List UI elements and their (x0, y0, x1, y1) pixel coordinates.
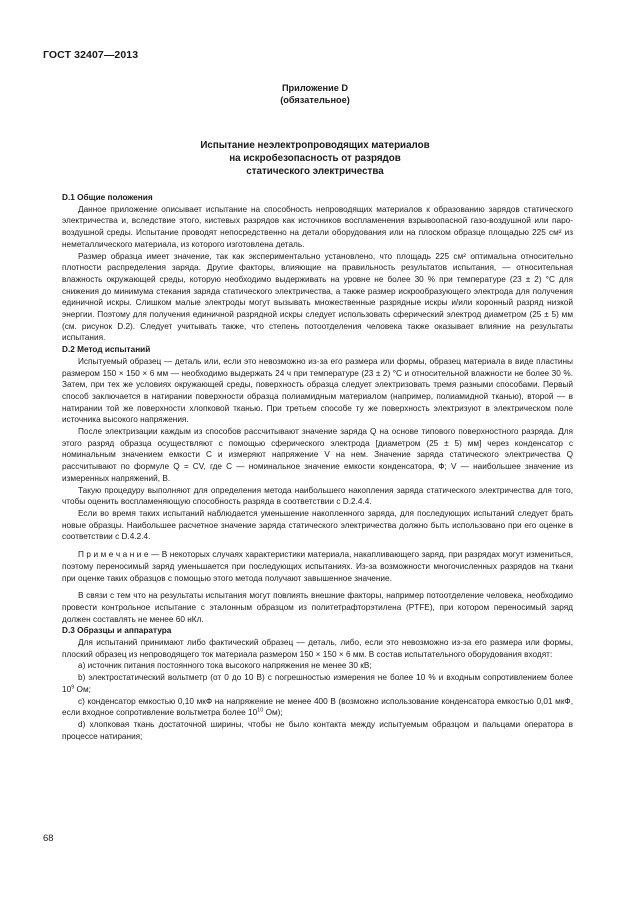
document-body (62, 192, 573, 742)
paragraph: Если во время таких испытаний наблюдается уменьшение накопленного заряда, для последующих испытаний следует брать новые образцы. Наибольшее расчетное значение заряда статического электричества должно быть использовано при его оценке в соответствии с D.4.2.4. (62, 508, 573, 542)
paragraph: После электризации каждым из способов рассчитывают значение заряда Q на основе типового поверхностного разряда. Для этого разряд образца осуществляют с помощью сферического электрода [диаметром (25 ± 5) мм] через конденсатор с номинальным значением емкости С и измеряют напряжение V на нем. Значение заряда статического электричества Q рассчитывают по формуле Q = CV, где С — номинальное значение емкости конденсатора, Ф; V — наибольшее значение из измеренных напряжений, В. (62, 427, 573, 483)
list-item-text: b) электростатический вольтметр (от 0 до 10 В) с погрешностью измерения не более 10 % и входным сопротивлением более 10 (62, 673, 573, 694)
exponent: 9 (71, 684, 75, 691)
exponent: 10 (257, 707, 264, 714)
list-item: d) хлопковая ткань достаточной ширины, чтобы не было контакта между испытуемым образцом и пальцами оператора в процессе натирания; (62, 719, 573, 741)
list-item (62, 696, 573, 719)
section-heading-d2: D.2 Метод испытаний (62, 345, 151, 355)
document-code-header: ГОСТ 32407—2013 (43, 49, 139, 61)
list-item (62, 672, 573, 695)
paragraph: Такую процедуру выполняют для определения метода наибольшего накопления заряда статического электричества для того, чтобы оценить воспламеняющую способность разряда в соответствии с D.2.4.4. (62, 485, 573, 507)
list-item: a) источник питания постоянного тока высокого напряжения не менее 30 кВ; (78, 661, 372, 671)
paragraph: В связи с тем что на результаты испытания могут повлиять внешние факторы, например потоотделение человека, необходимо провести контрольное испытание с эталонным образцом из политетрафторэтилена (PTFE), при котором переносимый заряд должен составлять не менее 60 нКл. (62, 591, 573, 624)
annex-title: Приложение D (281, 83, 349, 93)
section-heading-d1: D.1 Общие положения (62, 193, 153, 202)
paragraph: Данное приложение описывает испытание на способность непроводящих материалов к образованию зарядов статического электричества и, вследствие этого, кистевых разрядов как источников воспламенения взрывоопасной газо-воздушной или паро-воздушной среды. Испытание проводят непосредственно на детали оборудования или на плоском образце площадью 225 см² из неметаллического материала, из которого изготовлена деталь. (62, 204, 573, 249)
title-line: на искробезопасность от разрядов (229, 153, 401, 165)
annex-heading (0, 82, 630, 106)
page-number: 68 (43, 833, 54, 844)
list-item-text: c) конденсатор емкостью 0,10 мкФ на напряжение не менее 400 В (возможно использование конденсатора емкостью 0,01 мкФ, если входное сопротивление вольтметра более 10 (62, 696, 573, 718)
annex-main-title (0, 139, 630, 179)
note (62, 549, 573, 584)
paragraph: Испытуемый образец — деталь или, если это невозможно из-за его размера или формы, образец материала в виде пластины размером 150 × 150 × 6 мм — необходимо выдержать 24 ч при температуре (23 ± 2) °С и относительной влажности не более 30 %. Затем, при тех же условиях окружающей среды, поверхность образца следует электризовать тремя разными способами. Первый способ заключается в натирании поверхности образца полиамидным материалом (например, полиамидной тканью), второй — в натирании той же поверхности хлопковой тканью. При третьем способе ту же поверхность электризуют в электрическом поле источника высокого напряжения. (62, 356, 573, 425)
note-label: П р и м е ч а н и е — (78, 550, 160, 560)
note-text: В некоторых случаях характеристики материала, накапливающего заряд, при разрядах могут измениться, поэтому переносимый заряд уменьшается при последующих испытаниях. Из-за возможности многочисленных разрядов на ткани при оценке таких образцов с помощью этого метода получают завышенное значение. (62, 550, 573, 583)
paragraph: Для испытаний принимают либо фактический образец — деталь, либо, если это невозможно из-за его размера или формы, плоский образец из непроводящего ток материала размером 150 × 150 × 6 мм. В состав испытательного оборудования входят: (62, 638, 573, 659)
annex-status: (обязательное) (280, 95, 350, 105)
title-line: статического электричества (246, 166, 384, 178)
list-item-text: Ом); (263, 708, 283, 718)
paragraph: Размер образца имеет значение, так как экспериментально установлено, что площадь 225 см² оптимальна относительно плотности распределения заряда. Другие факторы, влияющие на правильность результатов испытания, — относительная влажность окружающей среды, которую необходимо выдерживать на уровне не более 30 % при температуре (23 ± 2) °С для снижения до минимума стекания заряда статического электричества, а также размер искрообразующего электрода для получения единичной искры. Слишком малые электроды могут вызывать множественные разрядные искры и/или коронный разряд низкой энергии. Поэтому для получения единичной разрядной искры следует использовать сферический электрод диаметром (25 ± 5) мм (см. рисунок D.2). Следует учитывать также, что степень потоотделения человека также оказывает влияние на результаты испытания. (62, 251, 573, 343)
section-heading-d3: D.3 Образцы и аппаратура (62, 626, 172, 636)
list-item-text: Ом; (74, 684, 91, 694)
title-line: Испытание неэлектропроводящих материалов (200, 140, 430, 151)
